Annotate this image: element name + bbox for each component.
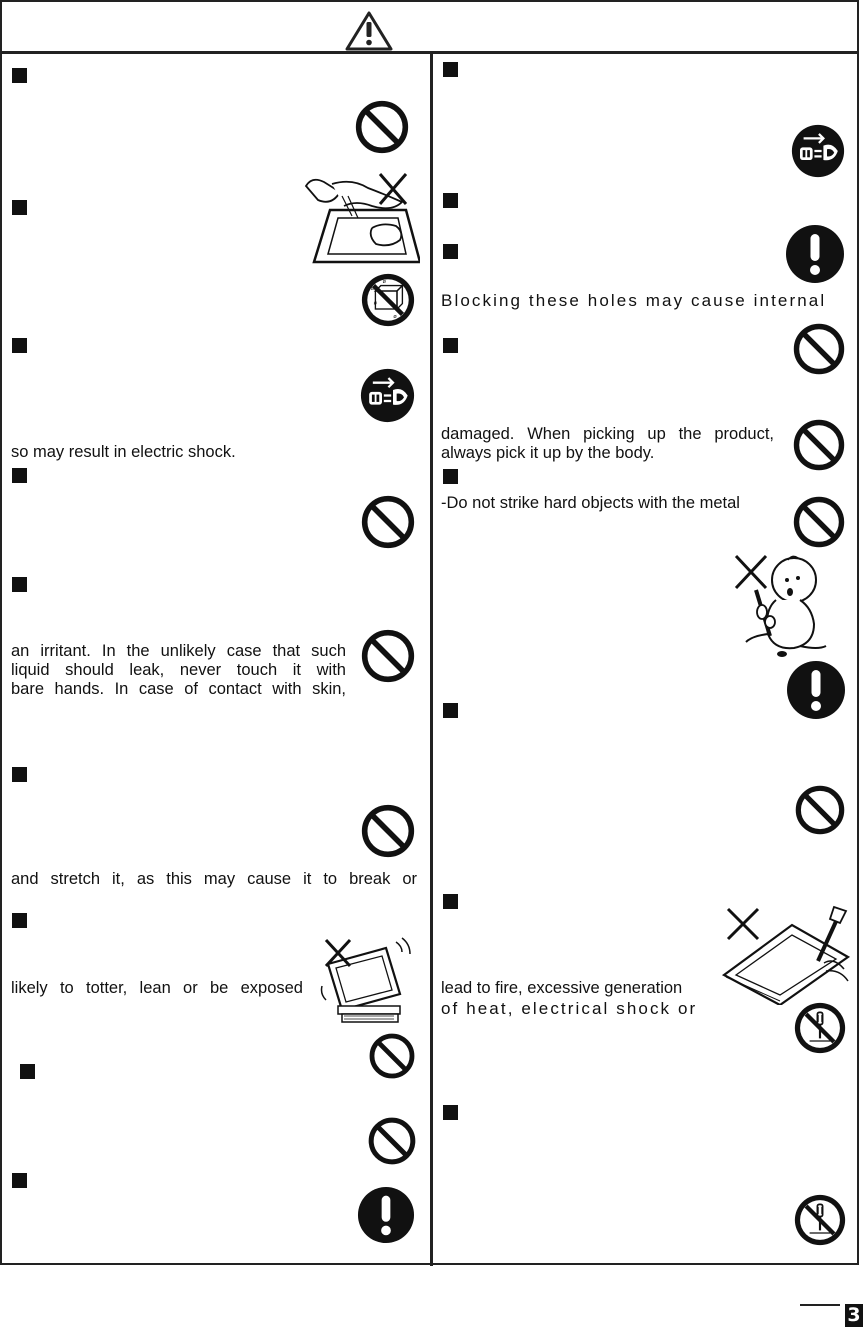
text-fire-line-1: lead to fire, excessive generation bbox=[441, 979, 683, 997]
prohibited-icon bbox=[360, 803, 416, 859]
text-stretch: and stretch it, as this may cause it to break or bbox=[11, 870, 417, 888]
bullet-square bbox=[443, 469, 458, 484]
bullet-square bbox=[443, 894, 458, 909]
no-disassembly-icon bbox=[794, 1002, 846, 1054]
prohibited-icon bbox=[360, 494, 416, 550]
unplug-icon bbox=[360, 368, 415, 423]
bullet-square bbox=[12, 468, 27, 483]
bullet-square bbox=[12, 577, 27, 592]
bullet-square bbox=[12, 200, 27, 215]
mandatory-action-icon bbox=[785, 224, 845, 284]
text-damaged-line-2: always pick it up by the body. bbox=[441, 444, 655, 462]
unstable-surface-illustration bbox=[320, 936, 412, 1026]
mandatory-action-icon bbox=[357, 1186, 415, 1244]
text-irritant-line-2: liquid should leak, never touch it with bbox=[11, 661, 346, 679]
child-with-pen-illustration bbox=[730, 550, 830, 660]
prohibited-icon bbox=[792, 495, 846, 549]
prohibited-icon bbox=[792, 418, 846, 472]
bullet-square bbox=[12, 338, 27, 353]
no-disassembly-icon bbox=[794, 1194, 846, 1246]
warning-triangle-icon bbox=[344, 10, 394, 52]
page-number: 3 bbox=[845, 1304, 863, 1327]
no-water-icon bbox=[361, 273, 415, 327]
caution-header bbox=[2, 2, 857, 54]
prohibited-icon bbox=[794, 784, 846, 836]
bullet-square bbox=[12, 68, 27, 83]
liquid-spill-illustration bbox=[302, 170, 420, 266]
bullet-square bbox=[12, 1173, 27, 1188]
unplug-icon bbox=[791, 124, 845, 178]
text-strike: -Do not strike hard objects with the metal bbox=[441, 494, 740, 512]
bullet-square bbox=[443, 703, 458, 718]
bullet-square bbox=[20, 1064, 35, 1079]
mandatory-action-icon bbox=[786, 660, 846, 720]
text-fire-line-2: of heat, electrical shock or bbox=[441, 999, 698, 1018]
bullet-square bbox=[443, 244, 458, 259]
disassembly-illustration bbox=[720, 905, 860, 1005]
prohibited-icon bbox=[360, 628, 416, 684]
text-irritant-line-3: bare hands. In case of contact with skin, bbox=[11, 680, 346, 698]
bullet-square bbox=[443, 338, 458, 353]
prohibited-icon bbox=[792, 322, 846, 376]
bullet-square bbox=[12, 767, 27, 782]
page-number-rule bbox=[800, 1304, 840, 1306]
prohibited-icon bbox=[354, 99, 410, 155]
bullet-square bbox=[443, 1105, 458, 1120]
prohibited-icon bbox=[367, 1116, 417, 1166]
prohibited-icon bbox=[368, 1032, 416, 1080]
bullet-square bbox=[443, 62, 458, 77]
column-divider bbox=[430, 54, 433, 1266]
text-damaged-line-1: damaged. When picking up the product, bbox=[441, 425, 774, 443]
text-electric-shock: so may result in electric shock. bbox=[11, 443, 236, 461]
bullet-square bbox=[443, 193, 458, 208]
text-totter: likely to totter, lean or be exposed bbox=[11, 979, 303, 997]
text-blocking: Blocking these holes may cause internal bbox=[441, 291, 827, 310]
bullet-square bbox=[12, 913, 27, 928]
text-irritant-line-1: an irritant. In the unlikely case that such bbox=[11, 642, 346, 660]
